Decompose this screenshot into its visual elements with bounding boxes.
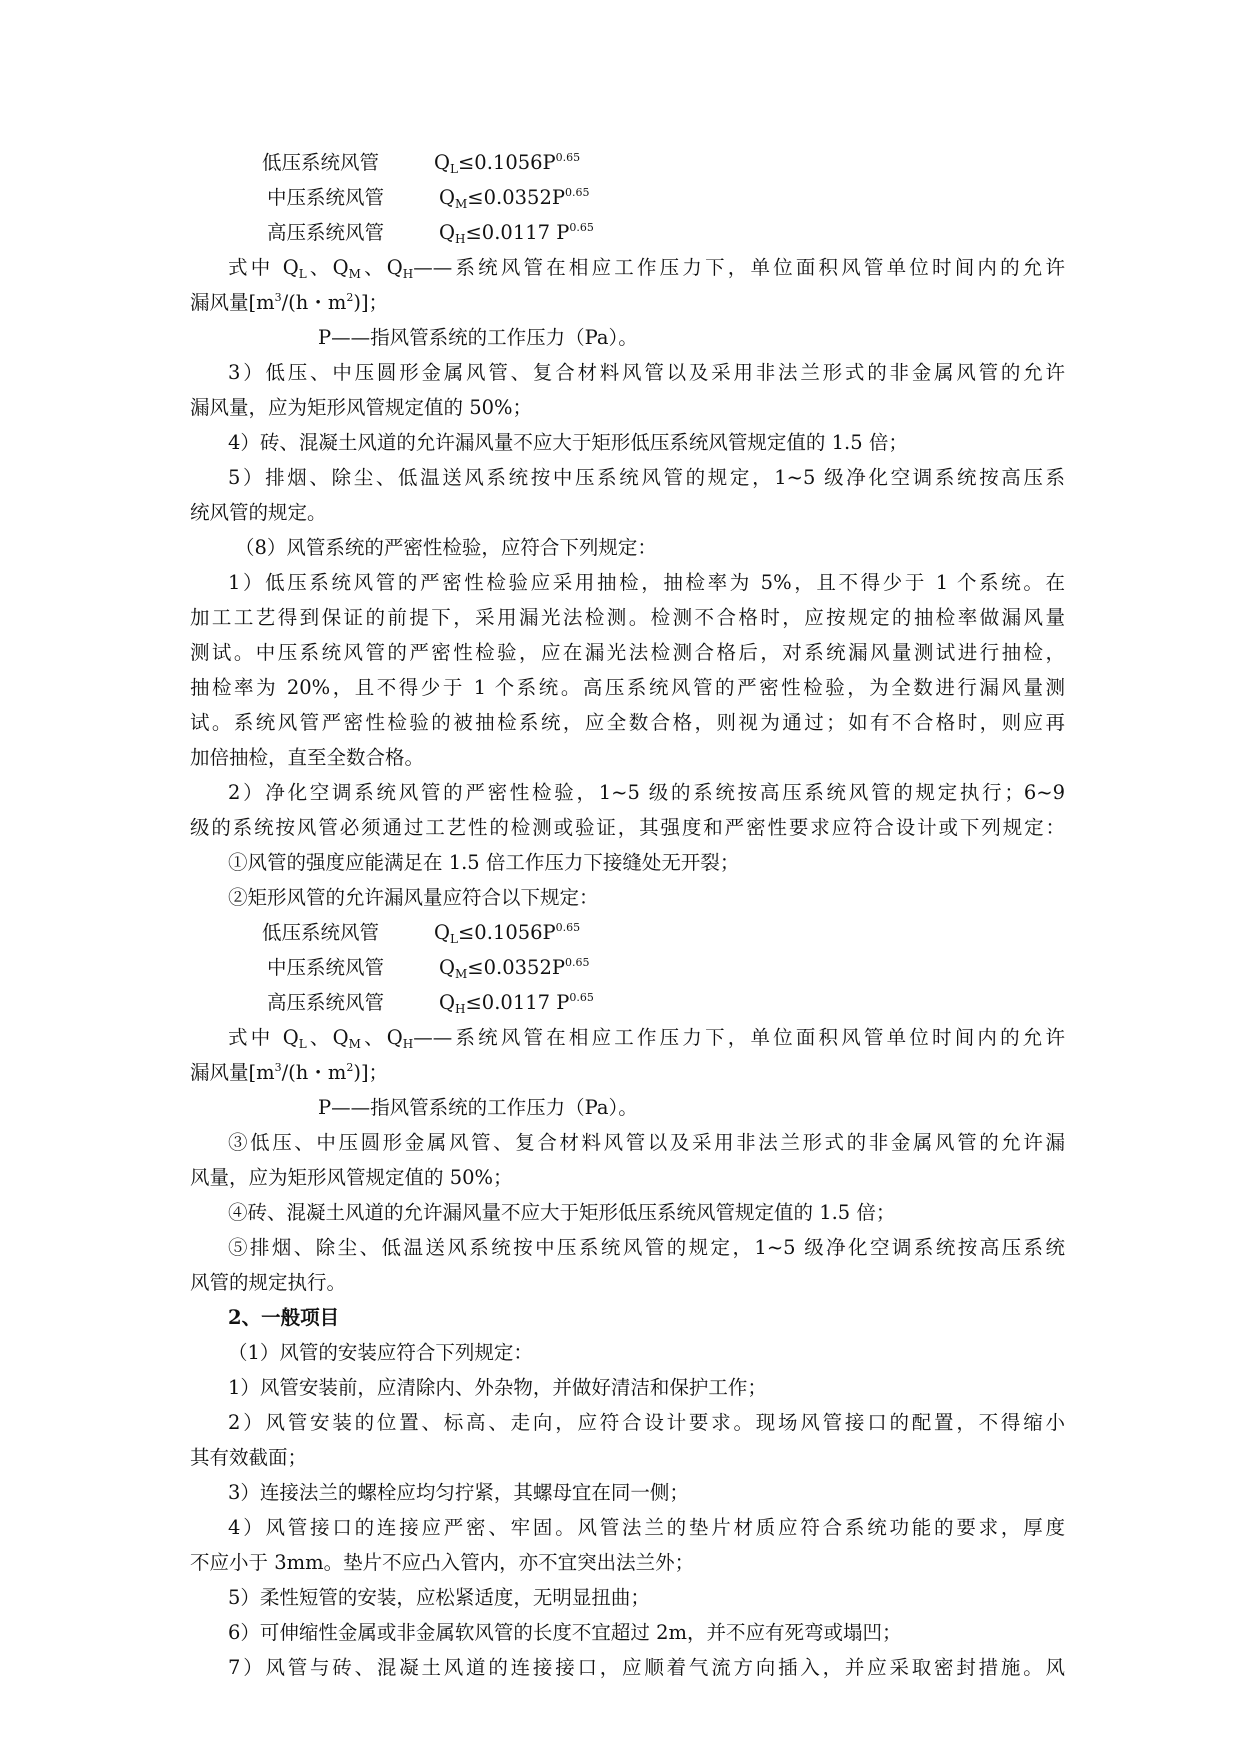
paragraph-line: 测试。中压系统风管的严密性检验，应在漏光法检测合格后，对系统漏风量测试进行抽检， xyxy=(190,641,1065,664)
formula-medium-pressure: 中压系统风管 $Q_M\le 0.0352P^{0.65}$ xyxy=(267,186,590,211)
paragraph-line: 漏风量，应为矩形风管规定值的 50%； xyxy=(190,396,533,419)
paragraph-line: ②矩形风管的允许漏风量应符合以下规定： xyxy=(228,886,599,909)
paragraph-line: 统风管的规定。 xyxy=(190,501,327,524)
paragraph-line: 3）连接法兰的螺栓应均匀拧紧，其螺母宜在同一侧； xyxy=(228,1481,689,1504)
paragraph-line: 1）风管安装前，应清除内、外杂物，并做好清洁和保护工作； xyxy=(228,1376,767,1399)
paragraph-line: ③低压、中压圆形金属风管、复合材料风管以及采用非法兰形式的非金属风管的允许漏 xyxy=(228,1131,1065,1154)
paragraph-line: 5）排烟、除尘、低温送风系统按中压系统风管的规定，1~5 级净化空调系统按高压系 xyxy=(228,466,1065,489)
formula-low-pressure: 低压系统风管 $Q_L\le 0.1056P^{0.65}$ xyxy=(262,151,581,176)
formula-explanation: 式中 $Q_L$、$Q_M$、$Q_H——$系统风管在相应工作压力下，单位面积风管单位时间内的允许 xyxy=(228,256,1065,281)
pressure-definition: P——指风管系统的工作压力（Pa）。 xyxy=(318,1096,638,1119)
formula-high-pressure: 高压系统风管 $Q_H\le 0.0117$ $P^{0.65}$ xyxy=(267,991,594,1016)
paragraph-line: 不应小于 3mm。垫片不应凸入管内，亦不宜突出法兰外； xyxy=(190,1551,695,1574)
formula-unit: 漏风量[$m^3/(h$・$m^2$)]； xyxy=(190,291,389,314)
formula-high-pressure: 高压系统风管 $Q_H\le 0.0117$ $P^{0.65}$ xyxy=(267,221,594,246)
paragraph-line: 6）可伸缩性金属或非金属软风管的长度不宜超过 2m，并不应有死弯或塌凹； xyxy=(228,1621,902,1644)
formula-low-pressure: 低压系统风管 $Q_L\le 0.1056P^{0.65}$ xyxy=(262,921,581,946)
paragraph-line: 抽检率为 20%，且不得少于 1 个系统。高压系统风管的严密性检验，为全数进行漏风量测 xyxy=(190,676,1065,699)
section-8-heading: （8）风管系统的严密性检验，应符合下列规定： xyxy=(235,536,657,559)
pressure-definition: P——指风管系统的工作压力（Pa）。 xyxy=(318,326,638,349)
formula-medium-pressure: 中压系统风管 $Q_M\le 0.0352P^{0.65}$ xyxy=(267,956,590,981)
paragraph-line: 其有效截面； xyxy=(190,1446,308,1469)
formula-unit: 漏风量[$m^3/(h$・$m^2$)]； xyxy=(190,1061,389,1084)
paragraph-line: 风量，应为矩形风管规定值的 50%； xyxy=(190,1166,513,1189)
paragraph-line: 4）风管接口的连接应严密、牢固。风管法兰的垫片材质应符合系统功能的要求，厚度 xyxy=(228,1516,1065,1539)
paragraph-line: 2）风管安装的位置、标高、走向，应符合设计要求。现场风管接口的配置，不得缩小 xyxy=(228,1411,1065,1434)
paragraph-line: 4）砖、混凝土风道的允许漏风量不应大于矩形低压系统风管规定值的 1.5 倍； xyxy=(228,431,908,454)
section-heading: 2、一般项目 xyxy=(228,1306,340,1329)
paragraph-line: ①风管的强度应能满足在 1.5 倍工作压力下接缝处无开裂； xyxy=(228,851,740,874)
paragraph-line: 7）风管与砖、混凝土风道的连接接口，应顺着气流方向插入，并应采取密封措施。风 xyxy=(228,1656,1065,1679)
paragraph-line: 级的系统按风管必须通过工艺性的检测或验证，其强度和严密性要求应符合设计或下列规定： xyxy=(190,816,1065,839)
paragraph-line: 2）净化空调系统风管的严密性检验，1~5 级的系统按高压系统风管的规定执行；6~9 xyxy=(228,781,1065,804)
paragraph-line: 加工工艺得到保证的前提下，采用漏光法检测。检测不合格时，应按规定的抽检率做漏风量 xyxy=(190,606,1065,629)
paragraph-line: （1）风管的安装应符合下列规定： xyxy=(228,1341,533,1364)
paragraph-line: 风管的规定执行。 xyxy=(190,1271,347,1294)
paragraph-line: ④砖、混凝土风道的允许漏风量不应大于矩形低压系统风管规定值的 1.5 倍； xyxy=(228,1201,896,1224)
paragraph-line: 加倍抽检，直至全数合格。 xyxy=(190,746,425,769)
paragraph-line: ⑤排烟、除尘、低温送风系统按中压系统风管的规定，1~5 级净化空调系统按高压系统 xyxy=(228,1236,1065,1259)
paragraph-line: 试。系统风管严密性检验的被抽检系统，应全数合格，则视为通过；如有不合格时，则应再 xyxy=(190,711,1065,734)
paragraph-line: 3）低压、中压圆形金属风管、复合材料风管以及采用非法兰形式的非金属风管的允许 xyxy=(228,361,1065,384)
formula-explanation: 式中 $Q_L$、$Q_M$、$Q_H——$系统风管在相应工作压力下，单位面积风管单位时间内的允许 xyxy=(228,1026,1065,1051)
paragraph-line: 1）低压系统风管的严密性检验应采用抽检，抽检率为 5%，且不得少于 1 个系统。在 xyxy=(228,571,1065,594)
paragraph-line: 5）柔性短管的安装，应松紧适度，无明显扭曲； xyxy=(228,1586,650,1609)
